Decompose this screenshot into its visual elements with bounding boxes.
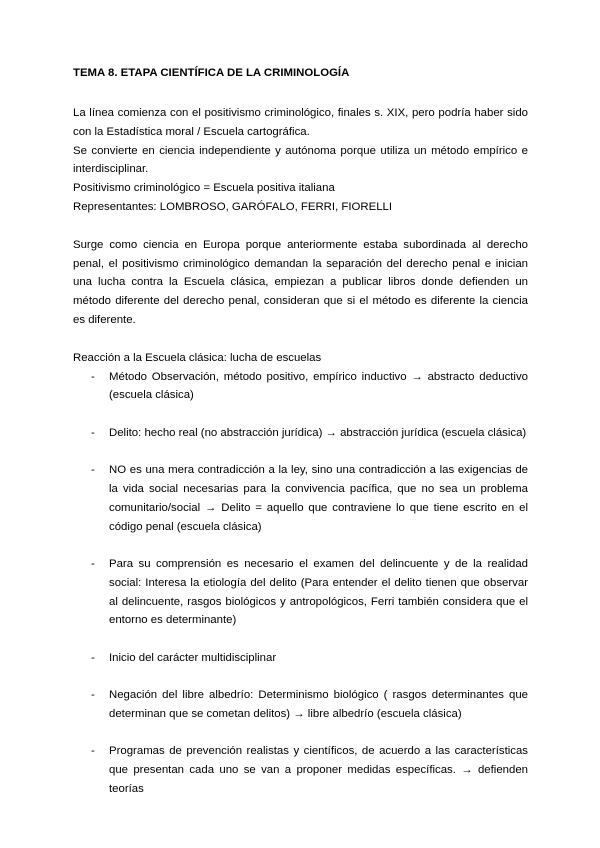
list-item-text: Para su comprensión es necesario el examen del delincuente y de la realidad social: Interesa la etiología del delito (Para entender el delito tienen que observar al delincuente, rasgos biológicos y antropológicos, Ferri también considera que el entorno es determinante) bbox=[109, 557, 528, 627]
page-title: TEMA 8. ETAPA CIENTÍFICA DE LA CRIMINOLOGÍA bbox=[73, 67, 350, 79]
intro-line: La línea comienza con el positivismo criminológico, finales s. XIX, pero podría haber sido con la Estadística moral / Escuela cartográfica. bbox=[73, 107, 528, 138]
list-item bbox=[73, 424, 528, 443]
list-item bbox=[73, 368, 528, 406]
list-item bbox=[73, 555, 528, 630]
document-content bbox=[73, 64, 528, 817]
bullet-dash: - bbox=[91, 651, 95, 664]
bullet-dash: - bbox=[91, 557, 95, 570]
intro-section bbox=[73, 104, 528, 217]
history-paragraph: Surge como ciencia en Europa porque anteriormente estaba subordinada al derecho penal, el positivismo criminológico demandan la separación del derecho penal e inician una lucha contra la Escuela clásica, empiezan a publicar libros donde defienden un método diferente del derecho penal, consideran que si el método es diferente la ciencia es diferente. bbox=[73, 238, 528, 326]
list-item-text: NO es una mera contradicción a la ley, sino una contradicción a las exigencias de la vida social necesarias para la convivencia pacífica, que no sea un problema comunitario/social → Delito = aquello que contraviene lo que tiene escrito en el código penal (escuela clásica) bbox=[109, 464, 528, 533]
list-item bbox=[73, 649, 528, 668]
bullet-dash: - bbox=[91, 745, 95, 758]
list-item bbox=[73, 461, 528, 536]
bullet-dash: - bbox=[91, 370, 95, 383]
list-item-text: Programas de prevención realistas y científicos, de acuerdo a las características que presentan cada uno se van a proponer medidas específicas. → defienden teorías bbox=[109, 745, 528, 795]
intro-line: Representantes: LOMBROSO, GARÓFALO, FERRI, FIORELLI bbox=[73, 200, 393, 213]
reaction-heading: Reacción a la Escuela clásica: lucha de escuelas bbox=[73, 351, 322, 364]
reaction-list bbox=[73, 368, 528, 799]
list-item bbox=[73, 742, 528, 798]
list-item-text: Método Observación, método positivo, empírico inductivo → abstracto deductivo (escuela clásica) bbox=[109, 370, 528, 402]
list-item-text: Delito: hecho real (no abstracción jurídica) → abstracción jurídica (escuela clásica) bbox=[109, 426, 527, 439]
bullet-dash: - bbox=[91, 464, 95, 477]
list-item-text: Inicio del carácter multidisciplinar bbox=[109, 651, 277, 664]
history-section bbox=[73, 236, 528, 330]
bullet-dash: - bbox=[91, 426, 95, 439]
intro-line: Positivismo criminológico = Escuela positiva italiana bbox=[73, 182, 335, 195]
bullet-dash: - bbox=[91, 689, 95, 702]
list-item bbox=[73, 686, 528, 724]
list-item-text: Negación del libre albedrío: Determinismo biológico ( rasgos determinantes que determinan que se cometan delitos) → libre albedrío (escuela clásica) bbox=[109, 689, 528, 720]
intro-line: Se convierte en ciencia independiente y autónoma porque utiliza un método empírico e interdisciplinar. bbox=[73, 144, 528, 176]
